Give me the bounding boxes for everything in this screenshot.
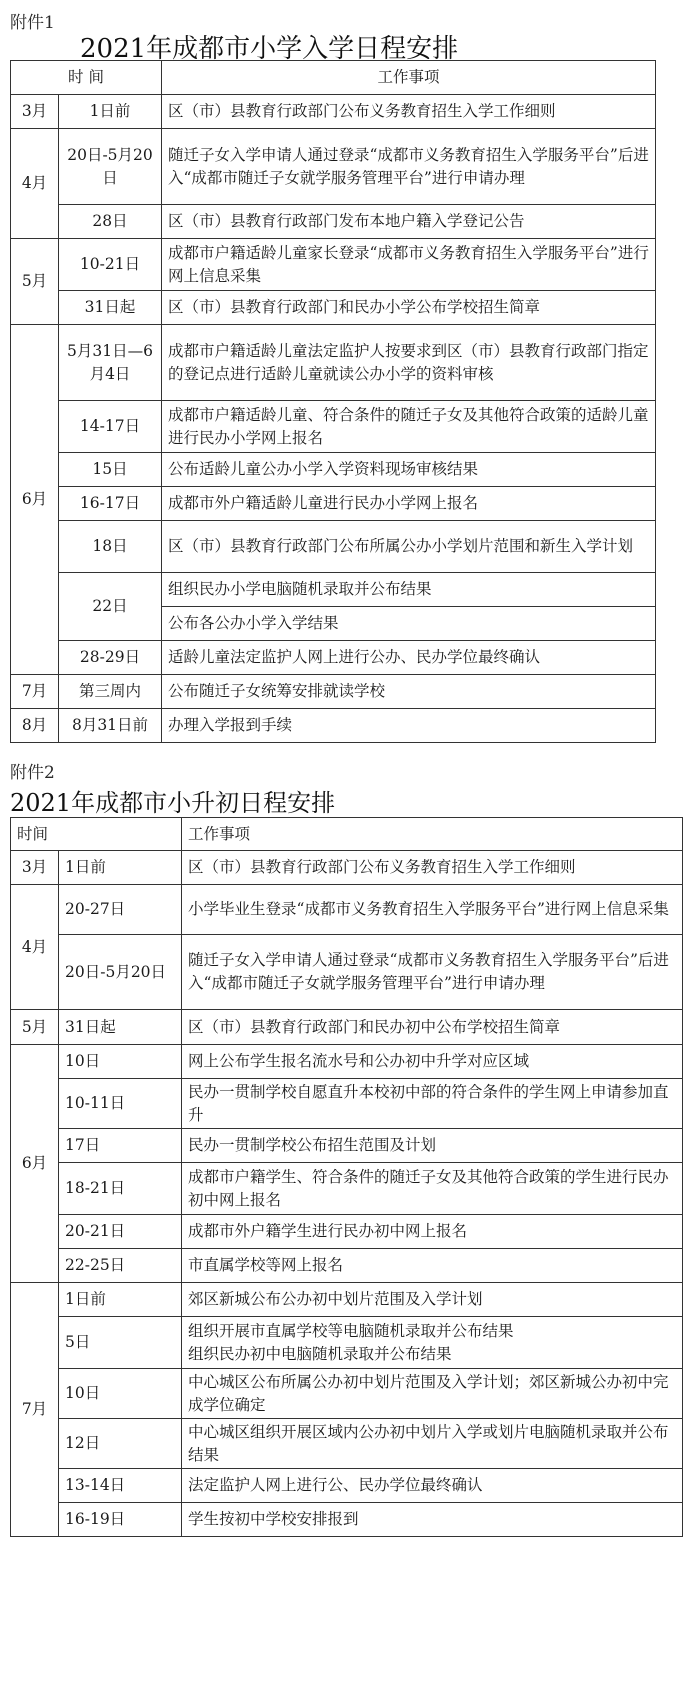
month-cell: 8月 (11, 709, 59, 743)
date-cell: 18日 (59, 521, 162, 573)
table-row (11, 1369, 683, 1419)
table-row (11, 521, 656, 573)
month-cell: 7月 (11, 675, 59, 709)
item-cell: 市直属学校等网上报名 (182, 1249, 683, 1283)
table-row (11, 205, 656, 239)
date-cell: 20日-5月20日 (59, 935, 182, 1010)
date-cell: 31日起 (59, 1010, 182, 1045)
table-row (11, 1419, 683, 1469)
item-cell (182, 1317, 683, 1369)
item-cell: 区（市）县教育行政部门和民办初中公布学校招生简章 (182, 1010, 683, 1045)
item-cell: 民办一贯制学校公布招生范围及计划 (182, 1129, 683, 1163)
month-cell: 4月 (11, 129, 59, 239)
primary-school-schedule-table (10, 60, 656, 743)
table-header-row (11, 61, 656, 95)
month-cell: 6月 (11, 325, 59, 675)
table-row (11, 1010, 683, 1045)
table-row (11, 935, 683, 1010)
item-cell: 组织民办小学电脑随机录取并公布结果 (162, 573, 656, 607)
attachment-1-label: 附件1 (10, 13, 55, 33)
item-cell: 成都市户籍适龄儿童法定监护人按要求到区（市）县教育行政部门指定的登记点进行适龄儿童就读公办小学的资料审核 (162, 325, 656, 401)
item-line: 组织开展市直属学校等电脑随机录取并公布结果 (188, 1321, 514, 1340)
table-row (11, 573, 656, 607)
table-row (11, 401, 656, 453)
item-cell: 区（市）县教育行政部门和民办小学公布学校招生简章 (162, 291, 656, 325)
item-cell: 区（市）县教育行政部门发布本地户籍入学登记公告 (162, 205, 656, 239)
date-cell: 20-21日 (59, 1215, 182, 1249)
item-cell: 公布适龄儿童公办小学入学资料现场审核结果 (162, 453, 656, 487)
date-cell: 12日 (59, 1419, 182, 1469)
date-cell: 10-21日 (59, 239, 162, 291)
item-cell: 网上公布学生报名流水号和公办初中升学对应区域 (182, 1045, 683, 1079)
table-row (11, 851, 683, 885)
table-row (11, 1079, 683, 1129)
item-cell: 办理入学报到手续 (162, 709, 656, 743)
date-cell: 28日 (59, 205, 162, 239)
date-cell: 18-21日 (59, 1163, 182, 1215)
item-cell: 区（市）县教育行政部门公布义务教育招生入学工作细则 (162, 95, 656, 129)
item-cell: 适龄儿童法定监护人网上进行公办、民办学位最终确认 (162, 641, 656, 675)
attachment-2-title: 2021年成都市小升初日程安排 (10, 789, 336, 817)
item-cell: 民办一贯制学校自愿直升本校初中部的符合条件的学生网上申请参加直升 (182, 1079, 683, 1129)
date-cell: 16-17日 (59, 487, 162, 521)
attachment-2-section (0, 763, 686, 1682)
attachment-1-section (0, 0, 686, 800)
header-item: 工作事项 (182, 818, 683, 851)
header-item: 工作事项 (162, 61, 656, 95)
attachment-2-label: 附件2 (10, 763, 55, 783)
item-cell: 小学毕业生登录“成都市义务教育招生入学服务平台”进行网上信息采集 (182, 885, 683, 935)
date-cell: 8月31日前 (59, 709, 162, 743)
date-cell: 17日 (59, 1129, 182, 1163)
attachment-1-title: 2021年成都市小学入学日程安排 (80, 34, 459, 64)
date-cell: 第三周内 (59, 675, 162, 709)
date-cell: 16-19日 (59, 1503, 182, 1537)
table-row (11, 291, 656, 325)
table-row (11, 325, 656, 401)
month-cell: 3月 (11, 851, 59, 885)
table-row (11, 1215, 683, 1249)
date-cell: 10-11日 (59, 1079, 182, 1129)
month-cell: 3月 (11, 95, 59, 129)
date-cell: 28-29日 (59, 641, 162, 675)
table-row (11, 487, 656, 521)
table-row (11, 1163, 683, 1215)
item-cell: 学生按初中学校安排报到 (182, 1503, 683, 1537)
table-row (11, 95, 656, 129)
item-cell: 成都市户籍学生、符合条件的随迁子女及其他符合政策的学生进行民办初中网上报名 (182, 1163, 683, 1215)
item-cell: 成都市户籍适龄儿童、符合条件的随迁子女及其他符合政策的适龄儿童进行民办小学网上报名 (162, 401, 656, 453)
item-cell: 公布随迁子女统筹安排就读学校 (162, 675, 656, 709)
month-cell: 7月 (11, 1283, 59, 1537)
month-cell: 5月 (11, 1010, 59, 1045)
item-cell: 成都市外户籍学生进行民办初中网上报名 (182, 1215, 683, 1249)
date-cell: 15日 (59, 453, 162, 487)
date-cell: 13-14日 (59, 1469, 182, 1503)
table-row (11, 239, 656, 291)
table-row (11, 1129, 683, 1163)
item-cell: 中心城区组织开展区域内公办初中划片入学或划片电脑随机录取并公布结果 (182, 1419, 683, 1469)
date-cell: 20日-5月20日 (59, 129, 162, 205)
date-cell: 20-27日 (59, 885, 182, 935)
table-row (11, 675, 656, 709)
item-cell: 成都市户籍适龄儿童家长登录“成都市义务教育招生入学服务平台”进行网上信息采集 (162, 239, 656, 291)
item-cell: 公布各公办小学入学结果 (162, 607, 656, 641)
date-cell: 10日 (59, 1045, 182, 1079)
date-cell: 5月31日—6月4日 (59, 325, 162, 401)
item-cell: 法定监护人网上进行公、民办学位最终确认 (182, 1469, 683, 1503)
month-cell: 5月 (11, 239, 59, 325)
date-cell: 10日 (59, 1369, 182, 1419)
date-cell: 1日前 (59, 851, 182, 885)
table-row (11, 1283, 683, 1317)
item-cell: 区（市）县教育行政部门公布义务教育招生入学工作细则 (182, 851, 683, 885)
header-time: 时 间 (11, 61, 162, 95)
date-cell: 14-17日 (59, 401, 162, 453)
item-cell: 郊区新城公布公办初中划片范围及入学计划 (182, 1283, 683, 1317)
table-row (11, 1045, 683, 1079)
date-cell: 22-25日 (59, 1249, 182, 1283)
month-cell: 6月 (11, 1045, 59, 1283)
month-cell: 4月 (11, 885, 59, 1010)
table-row (11, 641, 656, 675)
table-row (11, 453, 656, 487)
date-cell: 22日 (59, 573, 162, 641)
table-header-row (11, 818, 683, 851)
date-cell: 1日前 (59, 95, 162, 129)
item-cell: 成都市外户籍适龄儿童进行民办小学网上报名 (162, 487, 656, 521)
date-cell: 5日 (59, 1317, 182, 1369)
table-row (11, 1469, 683, 1503)
table-row (11, 1249, 683, 1283)
item-cell: 随迁子女入学申请人通过登录“成都市义务教育招生入学服务平台”后进入“成都市随迁子女就学服务管理平台”进行申请办理 (162, 129, 656, 205)
table-row (11, 709, 656, 743)
date-cell: 31日起 (59, 291, 162, 325)
header-time: 时间 (11, 818, 182, 851)
table-row (11, 129, 656, 205)
date-cell: 1日前 (59, 1283, 182, 1317)
item-cell: 中心城区公布所属公办初中划片范围及入学计划；郊区新城公办初中完成学位确定 (182, 1369, 683, 1419)
table-row (11, 1317, 683, 1369)
item-cell: 区（市）县教育行政部门公布所属公办小学划片范围和新生入学计划 (162, 521, 656, 573)
junior-high-schedule-table (10, 817, 683, 1537)
item-line: 组织民办初中电脑随机录取并公布结果 (188, 1344, 452, 1363)
table-row (11, 1503, 683, 1537)
item-cell: 随迁子女入学申请人通过登录“成都市义务教育招生入学服务平台”后进入“成都市随迁子女就学服务管理平台”进行申请办理 (182, 935, 683, 1010)
table-row (11, 885, 683, 935)
